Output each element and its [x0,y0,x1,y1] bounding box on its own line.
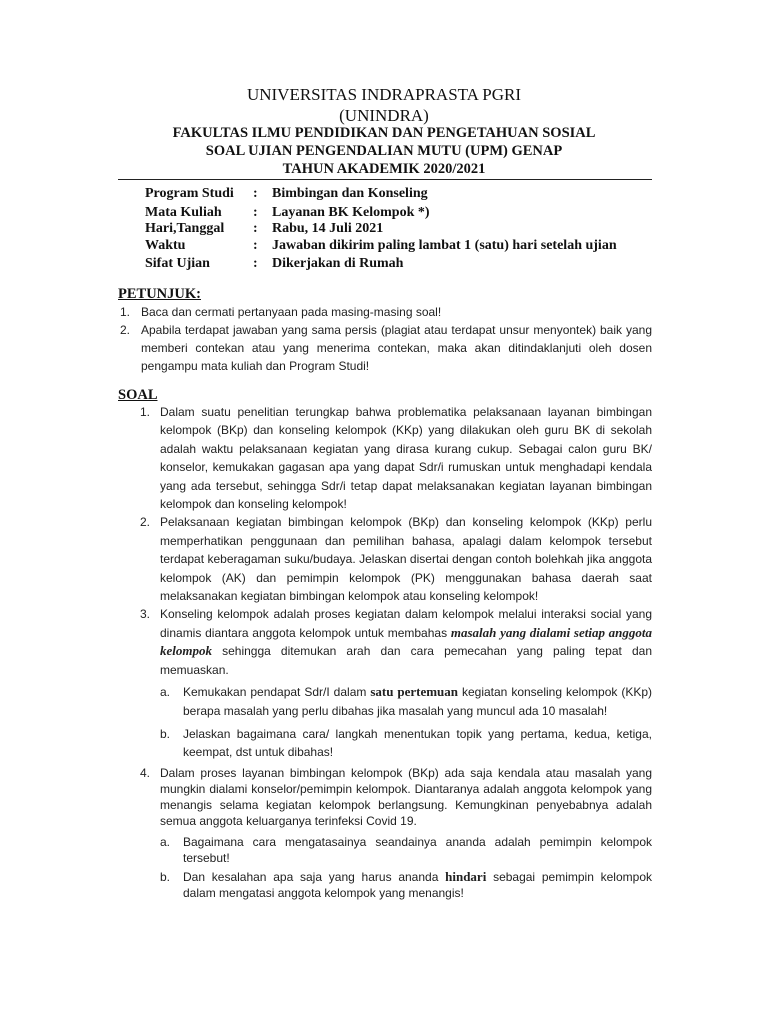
question-3-b [160,725,652,762]
sub-text: Jelaskan bagaimana cara/ langkah menentukan topik yang pertama, kedua, ketiga, keempat, dst untuk dibahas! [183,726,652,760]
sub-text: sebagai pemimpin kelompok dalam mengatasi anggota kelompok yang menangis! [183,869,652,901]
info-value: Bimbingan dan Konseling [272,186,428,201]
sub-number: a. [160,834,171,849]
sub-text: kegiatan konseling kelompok (KKp) berapa masalah yang perlu dibahas jika masalah yang muncul ada 10 masalah! [183,685,653,718]
info-separator: : [253,238,258,253]
list-item [120,303,652,321]
question-3 [140,605,652,761]
info-separator: : [253,205,258,220]
item-text: Baca dan cermati pertanyaan pada masing-masing soal! [141,305,442,319]
item-number: 1. [120,305,131,319]
sub-number: a. [160,685,171,700]
question-4-a [160,834,652,866]
header-divider [118,179,652,180]
list-item [120,321,652,375]
question-2 [140,513,652,605]
question-text: Konseling kelompok adalah proses kegiatan dalam kelompok melalui interaksi social yang dinamis diantara anggota kelompok untuk membahas [160,607,652,640]
question-1 [140,403,652,513]
question-4 [140,765,652,902]
question-number: 4. [140,765,151,780]
question-4-b [160,869,652,901]
question-number: 1. [140,405,151,419]
soal-title: SOAL [118,387,158,403]
question-text: sehingga ditemukan arah dan cara pemecahan yang paling tepat dan memuaskan. [160,644,652,677]
emphasis-text: masalah yang dialami setiap anggota kelompok [160,624,653,659]
question-text: Pelaksanaan kegiatan bimbingan kelompok (BKp) dan konseling kelompok (KKp) perlu memperhatikan penggunaan dan pemilihan bahasa, apalagi dalam kelompok tersebut terdapat keberagaman suku/budaya. Jelaskan disertai dengan contoh bolehkah jika anggota kelompok (AK) dan pemimpin kelompok (PK) menggunakan bahasa daerah saat melaksanakan kegiatan bimbingan kelompok atau konseling kelompok! [160,515,652,604]
question-text: Dalam proses layanan bimbingan kelompok (BKp) ada saja kendala atau masalah yang mungkin dialami konselor/pemimpin kelompok. Diantaranya adalah anggota kelompok yang menangis selama kegiatan kelompok berlangsung. Kemungkinan penyebabnya adalah semua anggota keluarganya terinfeksi Covid 19. [160,765,652,829]
info-value: Rabu, 14 Juli 2021 [272,221,384,236]
info-value: Layanan BK Kelompok *) [272,205,430,220]
question-text: Dalam suatu penelitian terungkap bahwa problematika pelaksanaan layanan bimbingan kelompok (BKp) dan konseling kelompok (KKp) yang dilakukan oleh guru BK di sekolah adalah waktu pelaksanaan kegiatan yang dirasa kurang cukup. Sebagai calon guru BK/ konselor, kemukakan gagasan apa yang dapat Sdr/i rumuskan untuk menghadapi kendala yang ada tersebut, sehingga Sdr/i tetap dapat melaksanakan kegiatan layanan bimbingan kelompok dan konseling kelompok! [160,405,652,512]
info-value: Dikerjakan di Rumah [272,256,404,271]
info-label: Hari,Tanggal [145,221,225,236]
faculty-name: FAKULTAS ILMU PENDIDIKAN DAN PENGETAHUAN SOSIAL [172,125,596,141]
sub-number: b. [160,726,171,741]
petunjuk-title: PETUNJUK: [118,286,201,302]
info-separator: : [253,221,258,236]
sub-text: Bagaimana cara mengatasainya seandainya ananda adalah pemimpin kelompok tersebut! [183,834,652,865]
sub-number: b. [160,869,171,884]
sub-text: Kemukakan pendapat Sdr/I dalam [183,685,371,700]
soal-list [140,403,652,901]
sub-text: Dan kesalahan apa saja yang harus ananda [183,869,446,884]
question-number: 2. [140,515,151,530]
academic-year: TAHUN AKADEMIK 2020/2021 [282,161,486,177]
info-separator: : [253,256,258,271]
emphasis-text: satu pertemuan [370,684,459,700]
emphasis-text: hindari [445,868,487,884]
item-number: 2. [120,323,131,337]
item-text: Apabila terdapat jawaban yang sama persis (plagiat atau terdapat unsur menyontek) baik yang memberi contekan atau yang menerima contekan, maka akan ditindaklanjuti oleh dosen pengampu mata kuliah dan Program Studi! [141,323,652,373]
info-separator: : [253,186,258,201]
question-number: 3. [140,607,151,622]
university-name: UNIVERSITAS INDRAPRASTA PGRI [246,85,522,104]
info-label: Mata Kuliah [145,205,222,220]
exam-title: SOAL UJIAN PENGENDALIAN MUTU (UPM) GENAP [205,143,563,159]
question-3-a [160,683,652,720]
info-label: Sifat Ujian [145,256,210,271]
petunjuk-list [120,303,652,375]
info-label: Program Studi [145,186,234,201]
info-value: Jawaban dikirim paling lambat 1 (satu) hari setelah ujian [272,238,617,253]
info-label: Waktu [145,238,186,253]
university-abbreviation: (UNINDRA) [339,106,429,125]
